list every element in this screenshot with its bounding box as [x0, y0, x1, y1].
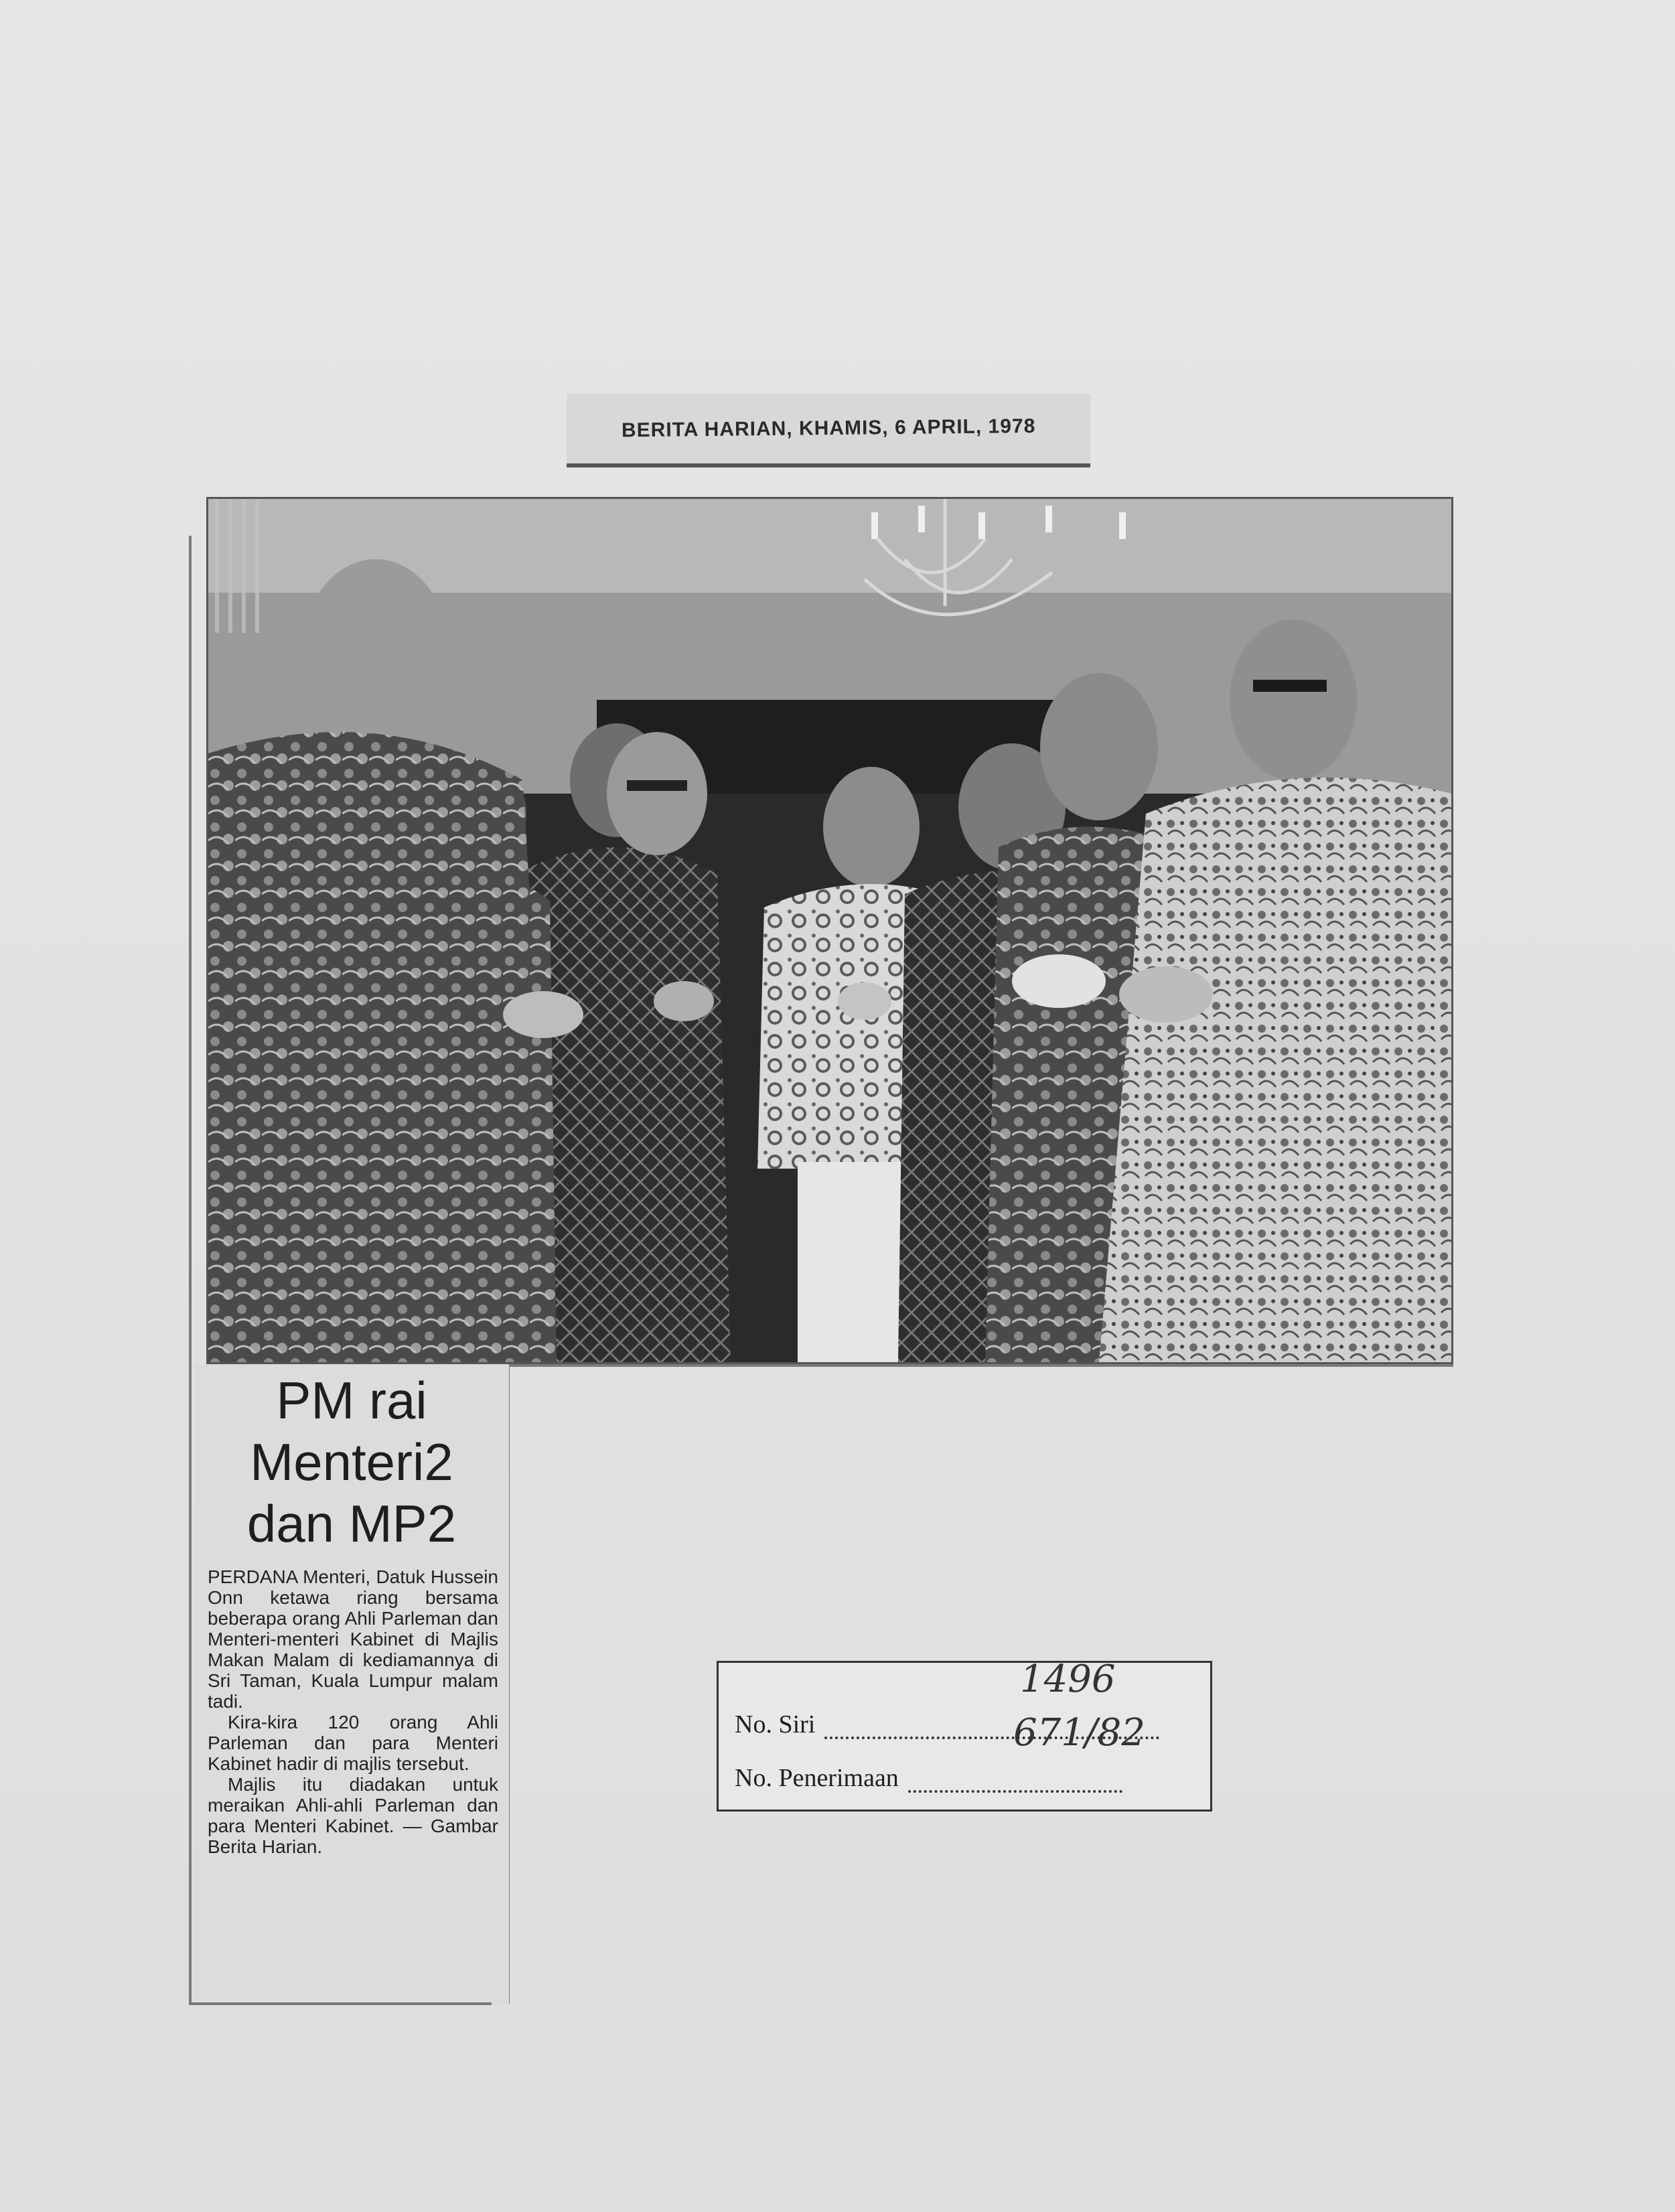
clipping-photo-bottom-edge — [508, 1364, 1453, 1367]
archive-stamp — [717, 1657, 1212, 1812]
article-column — [194, 1364, 509, 2004]
newspaper-masthead — [567, 394, 1090, 467]
headline-line-2: Menteri2 — [250, 1432, 453, 1491]
article-paragraph-2: Kira-kira 120 orang Ahli Parleman dan para Menteri Kabinet hadir di majlis tersebut. — [208, 1712, 498, 1774]
clipping-bottom-edge — [189, 2002, 492, 2005]
stamp-penerimaan-value: 671/82 — [1013, 1711, 1146, 1755]
headline-line-3: dan MP2 — [246, 1494, 457, 1553]
news-photograph — [206, 497, 1453, 1364]
headline-line-1: PM rai — [276, 1371, 427, 1430]
stamp-penerimaan-dots — [908, 1783, 1122, 1793]
article-headline — [194, 1370, 509, 1554]
stamp-penerimaan-row — [735, 1763, 1122, 1793]
stamp-siri-label: No. Siri — [735, 1710, 816, 1739]
article-body — [194, 1566, 509, 1857]
masthead-text: BERITA HARIAN, KHAMIS, 6 APRIL, 1978 — [621, 415, 1036, 442]
article-paragraph-3: Majlis itu diadakan untuk meraikan Ahli-ahli Parleman dan para Menteri Kabinet. — Gambar Berita Harian. — [208, 1774, 498, 1857]
article-paragraph-1: PERDANA Menteri, Datuk Hussein Onn ketawa riang bersama beberapa orang Ahli Parleman dan Menteri-menteri Kabinet di Majlis Makan Malam di kediamannya di Sri Taman, Kuala Lumpur malam tadi. — [208, 1566, 498, 1712]
stamp-siri-value: 1496 — [1020, 1657, 1116, 1701]
stamp-penerimaan-label: No. Penerimaan — [735, 1764, 899, 1792]
clipping-left-edge — [189, 536, 192, 2002]
